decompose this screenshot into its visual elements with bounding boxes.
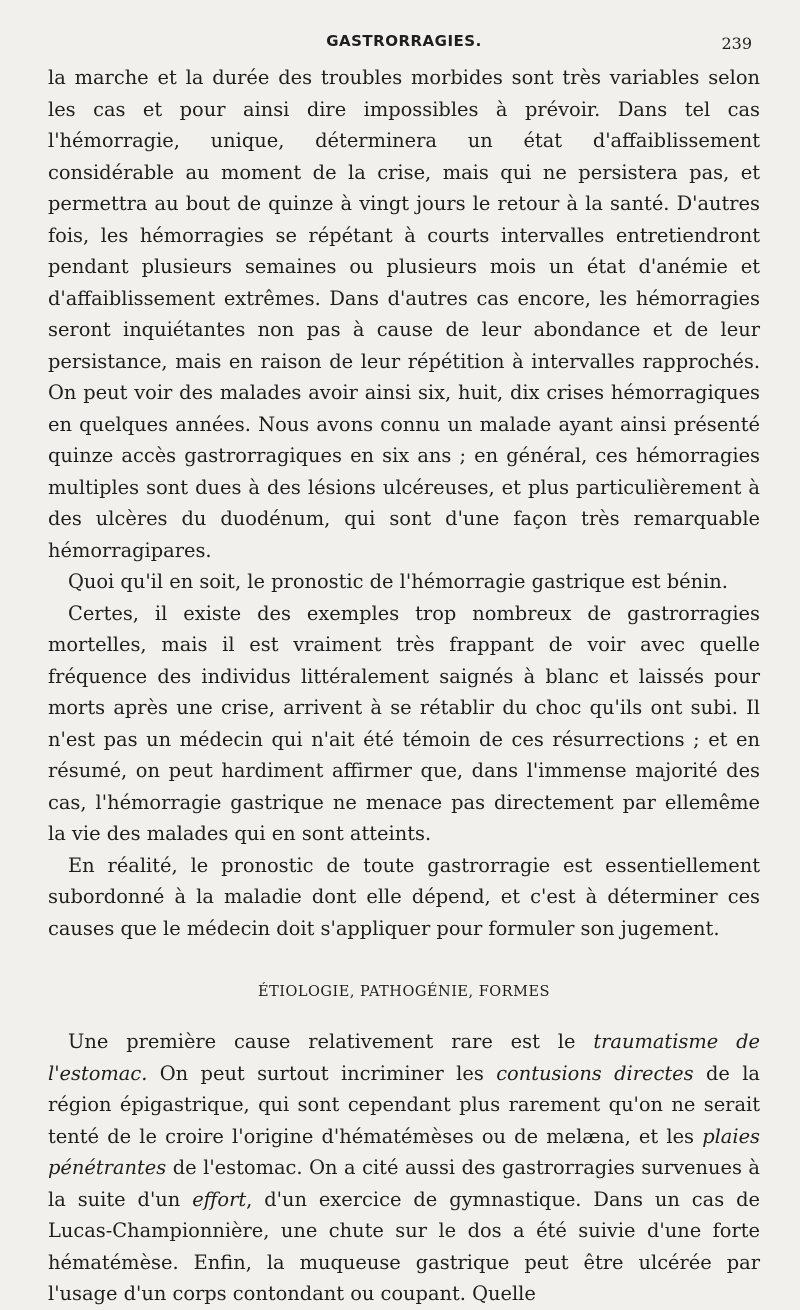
- italic-term: traumatisme de l'estomac.: [48, 1030, 760, 1085]
- text-run: Une première cause relativement rare est le: [68, 1030, 594, 1053]
- text-run: de l'estomac. On a cité aussi des gastrorragies survenues à la suite d'un: [48, 1156, 760, 1211]
- italic-term: contusions directes: [496, 1061, 694, 1085]
- section-heading: ÉTIOLOGIE, PATHOGÉNIE, FORMES: [258, 984, 550, 1000]
- page-body: [48, 62, 760, 1310]
- paragraph-2: Quoi qu'il en soit, le pronostic de l'hémorragie gastrique est bénin.: [68, 570, 728, 593]
- paragraph-5: [48, 1026, 760, 1310]
- paragraph-1: la marche et la durée des troubles morbides sont très variables selon les cas et pour ainsi dire impossibles à prévoir. Dans tel cas l'hémorragie, unique, déterminera un état d'affaiblissement considérable au moment de la crise, mais qui ne persistera pas, et permettra au bout de quinze à vingt jours le retour à la santé. D'autres fois, les hémorragies se répétant à courts intervalles entretiendront pendant plusieurs semaines ou plusieurs mois un état d'anémie et d'affaiblissement extrêmes. Dans d'autres cas encore, les hémorragies seront inquiétantes non pas à cause de leur abondance et de leur persistance, mais en raison de leur répétition à intervalles rapprochés. On peut voir des malades avoir ainsi six, huit, dix crises hémorragiques en quelques années. Nous avons connu un malade ayant ainsi présenté quinze accès gastrorragiques en six ans ; en général, ces hémorragies multiples sont dues à des lésions ulcéreuses, et plus particulièrement à des ulcères du duodénum, qui sont d'une façon très remarquable hémorragipares.: [48, 66, 760, 562]
- italic-term: plaies pénétrantes: [48, 1124, 760, 1179]
- text-run: , d'un exercice de gymnastique. Dans un cas de Lucas-Championnière, une chute sur le dos a été suivie d'une forte hématémèse. Enfin, la muqueuse gastrique peut être ulcérée par l'usage d'un corps contondant ou coupant. Quelle: [48, 1187, 760, 1305]
- text-run: On peut surtout incriminer les: [147, 1061, 497, 1085]
- paragraph-4: En réalité, le pronostic de toute gastrorragie est essentiellement subordonné à la maladie dont elle dépend, et c'est à déterminer ces causes que le médecin doit s'appliquer pour formuler son jugement.: [48, 853, 760, 940]
- page-header: [48, 32, 760, 56]
- text-run: de la région épigastrique, qui sont cependant plus rarement qu'on ne serait tenté de le croire l'origine d'hématémèses ou de melæna, et les: [48, 1061, 760, 1148]
- paragraph-3: Certes, il existe des exemples trop nombreux de gastrorragies mortelles, mais il est vraiment très frappant de voir avec quelle fréquence des individus littéralement saignés à blanc et laissés pour morts après une crise, arrivent à se rétablir du choc qu'ils ont subi. Il n'est pas un médecin qui n'ait été témoin de ces résurrections ; et en résumé, on peut hardiment affirmer que, dans l'immense majorité des cas, l'hémorragie gastrique ne menace pas directement par ellemême la vie des malades qui en sont atteints.: [48, 601, 760, 845]
- italic-term: effort: [192, 1187, 247, 1211]
- running-title: GASTRORRAGIES.: [326, 32, 482, 50]
- page-number: 239: [721, 34, 752, 53]
